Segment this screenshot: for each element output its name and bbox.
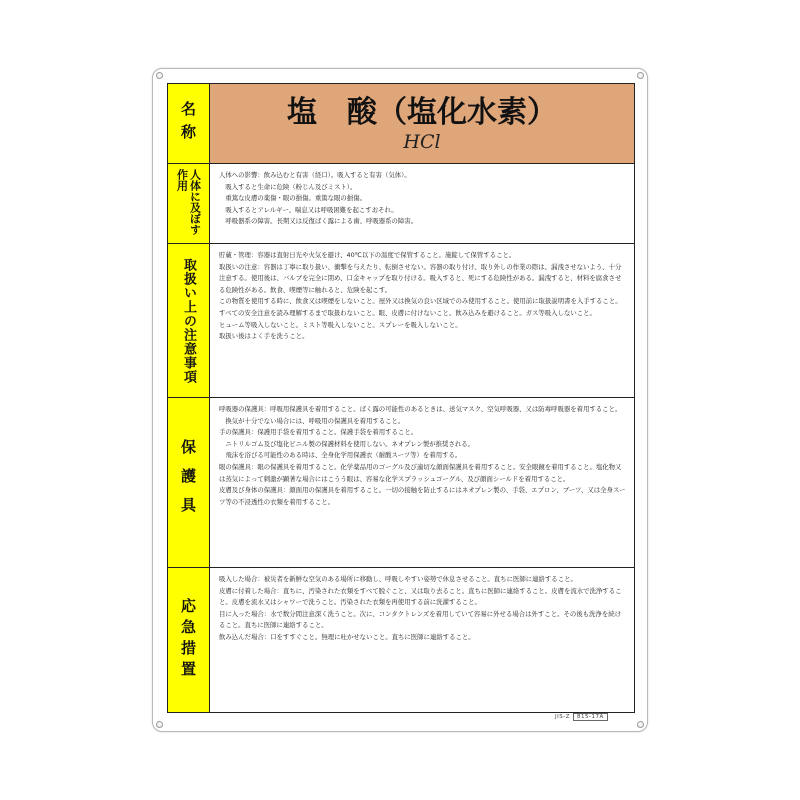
mount-hole-top-left bbox=[156, 72, 163, 79]
health-line: 重篤な皮膚の薬傷・眼の損傷。重篤な眼の損傷。 bbox=[219, 194, 366, 203]
health-line: 呼吸器系の障害。長期又は反復ばく露による歯、呼吸器系の障害。 bbox=[219, 217, 418, 226]
emergency-line: 飲み込んだ場合：口をすすぐこと。無理に吐かせないこと。直ちに医師に連絡すること。 bbox=[219, 632, 475, 641]
protective-line: 飛沫を浴びる可能性のある時は、全身化学用保護衣（耐酸スーツ等）を着用する。 bbox=[219, 451, 462, 460]
mount-hole-top-right bbox=[637, 72, 644, 79]
name-cell bbox=[210, 84, 634, 164]
handling-line: この物質を使用する時に、飲食又は喫煙をしないこと。屋外又は換気の良い区域でのみ使用すること。使用前に取扱説明書を入手すること。すべての安全注意を読み理解するまで取扱わないこと。眼、皮膚に付けないこと。飲み込みを避けること。ガス等吸入しないこと。 bbox=[219, 297, 622, 317]
product-code bbox=[555, 714, 608, 720]
emergency-line: 吸入した場合：被災者を新鮮な空気のある場所に移動し、呼吸しやすい姿勢で休息させること。直ちに医師に連絡すること。 bbox=[219, 575, 577, 583]
protective-line: ニトリルゴム及び塩化ビニル製の保護材料を使用しない。ネオプレン製が推奨される。 bbox=[219, 439, 475, 448]
handling-line: 貯蔵・管理：容器は直射日光や火気を避け、40℃以下の温度で保管すること。施錠して保管すること。 bbox=[219, 251, 516, 259]
emergency-label-cell bbox=[168, 568, 210, 712]
name-label-cell bbox=[168, 84, 210, 164]
maker-mark: JIS-Z bbox=[555, 714, 570, 720]
emergency-line: 目に入った場合：水で数分間注意深く洗うこと。次に、コンタクトレンズを着用していて容易に外せる場合は外すこと。その後も洗浄を続けること。直ちに医師に連絡すること。 bbox=[219, 609, 621, 630]
handling-label-cell bbox=[168, 244, 210, 398]
mount-hole-bottom-right bbox=[637, 721, 644, 728]
emergency-label: 応急措置 bbox=[179, 598, 197, 682]
emergency-cell bbox=[210, 568, 634, 712]
health-line: 吸入すると生命に危険（粉じん及びミスト）。 bbox=[219, 182, 357, 191]
health-line: 人体への影響：飲み込むと有害（経口）。吸入すると有害（気体）。 bbox=[219, 171, 411, 179]
handling-label: 取扱い上の注意事項 bbox=[181, 257, 196, 384]
handling-line: 取扱いの注意：容器は丁寧に取り扱い、衝撃を与えたり、転倒させない。容器の取り付け、取り外しの作業の際は、漏洩させないよう、十分注意する。使用後は、バルブを完全に閉め、口金キャップを取り付ける。吸入すると、死にする危険性がある。漏洩すると、材料を腐食させる危険性がある。飲食、喫煙等に触れると、危険を起こす。 bbox=[219, 262, 622, 294]
chemical-name: 塩 酸（塩化水素） bbox=[287, 94, 557, 130]
hazard-info-table bbox=[167, 83, 635, 713]
health-line: 吸入するとアレルギー、喘息又は呼吸困難を起こすおそれ。 bbox=[219, 205, 398, 214]
protective-line: 眼の保護具：眼の保護具を着用すること。化学薬品用のゴーグル及び適切な顔面保護具を着用すること。安全眼鏡を着用すること。塩化物又は蒸気によって刺激が顕著な場合にはこうう眼は、容易な化学スプラッシュゴーグル、及び顔面シールドを着用すること。 bbox=[219, 462, 622, 483]
health-label-cell bbox=[168, 164, 210, 244]
handling-line: 取扱い後はよく手を洗うこと。 bbox=[219, 332, 309, 341]
health-effects-cell bbox=[210, 164, 634, 244]
protective-label: 保護具 bbox=[179, 439, 197, 526]
code-badge: 815-17A bbox=[573, 713, 608, 721]
handling-cell bbox=[210, 244, 634, 398]
protective-line: 皮膚及び身体の保護具：顔面用の保護具を着用すること。一切の接触を防止するにはネオプレン製の、手袋、エプロン、ブーツ、又は全身スーツ等の不浸透性の衣類を着用すること。 bbox=[219, 486, 626, 506]
protective-line: 換気が十分でない場合には、呼吸用の保護具を着用すること。 bbox=[219, 416, 405, 425]
health-label: 人体に及ぼす作用 bbox=[175, 168, 202, 235]
protective-label-cell bbox=[168, 398, 210, 568]
handling-line: ヒューム等吸入しないこと。ミスト等吸入しないこと。スプレーを吸入しないこと。 bbox=[219, 320, 462, 329]
chemical-formula: HCl bbox=[403, 130, 441, 153]
mount-hole-bottom-left bbox=[156, 721, 163, 728]
emergency-line: 皮膚に付着した場合：直ちに、汚染された衣類をすべて脱ぐこと、又は取り去ること。直ちに医師に連絡すること。皮膚を流水で洗浄すること。皮膚を流水又はシャワーで洗うこと。汚染された衣類を再使用する前に洗濯すること。 bbox=[219, 586, 622, 607]
protective-line: 呼吸器の保護具：呼吸用保護具を着用すること。ばく露の可能性のあるときは、送気マスク、空気呼吸器、又は防毒呼吸器を着用すること。 bbox=[219, 405, 622, 413]
name-label: 名称 bbox=[179, 100, 197, 147]
protective-cell bbox=[210, 398, 634, 568]
protective-line: 手の保護具：保護用手袋を着用すること。保護手袋を着用すること。 bbox=[219, 428, 418, 437]
